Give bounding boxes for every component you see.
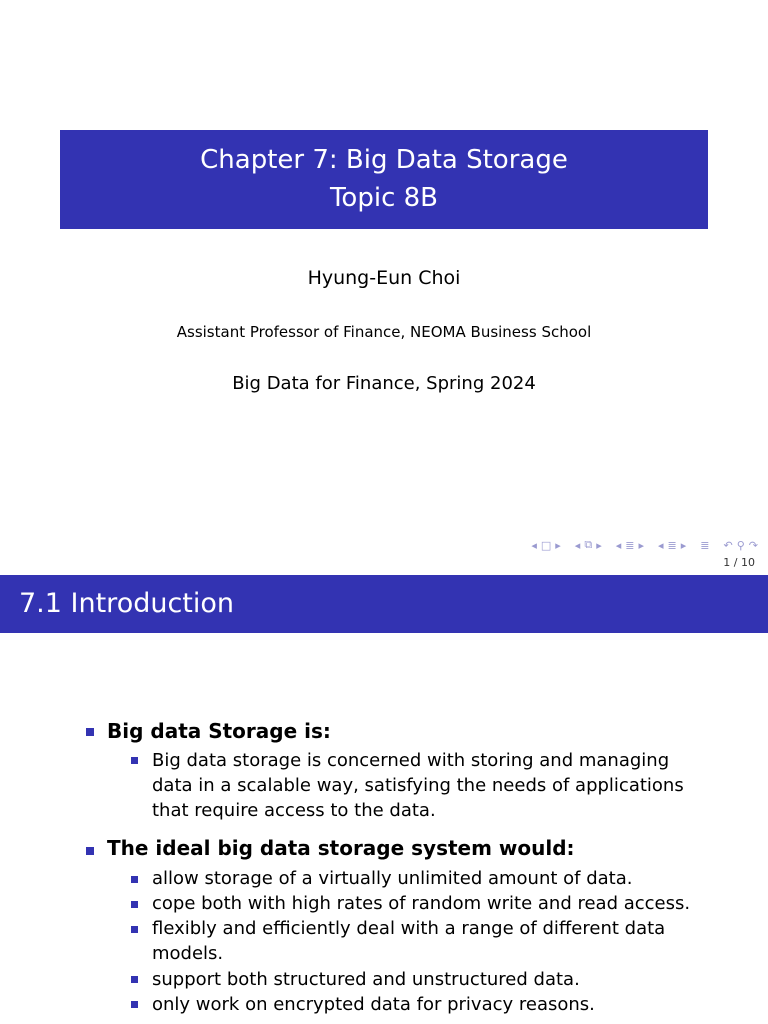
section-heading-2: The ideal big data storage system would: — [107, 836, 575, 860]
nav-section-icon[interactable]: ≣ — [625, 538, 635, 552]
nav-left-arrow-icon[interactable]: ◂ — [531, 538, 537, 552]
list-item: support both structured and unstructured data. — [152, 969, 580, 990]
bullet-square-icon — [131, 757, 138, 764]
author-institute: Assistant Professor of Finance, NEOMA Business School — [176, 323, 592, 341]
title-line-1: Chapter 7: Big Data Storage — [200, 145, 568, 175]
nav-subsection-icon[interactable]: ⧉ — [584, 538, 593, 551]
bullet-square-icon — [131, 976, 138, 983]
nav-forward-icon[interactable]: ↷ — [748, 538, 758, 552]
nav-appendix-group[interactable] — [698, 539, 711, 552]
nav-right-arrow-icon[interactable]: ▸ — [638, 538, 644, 552]
title-box — [60, 130, 708, 229]
page-number: 1 / 10 — [723, 556, 755, 569]
list-item: cope both with high rates of random write and read access. — [152, 893, 691, 914]
author-name: Hyung-Eun Choi — [307, 267, 461, 289]
nav-back-icon[interactable]: ↶ — [723, 538, 733, 552]
slide-header: 7.1 Introduction — [0, 575, 768, 633]
nav-left-arrow-icon[interactable]: ◂ — [615, 538, 622, 552]
nav-frame-icon[interactable]: □ — [540, 538, 552, 552]
nav-frame-group[interactable] — [529, 539, 562, 552]
bullet-square-icon — [86, 847, 94, 855]
nav-right-arrow-icon[interactable]: ▸ — [680, 538, 687, 552]
nav-search-icon[interactable]: ⚲ — [736, 538, 745, 552]
list-item: only work on encrypted data for privacy reasons. — [152, 994, 595, 1015]
list-item: Big data storage is concerned with storing and managing data in a scalable way, satisfying the needs of applications that require access to the data. — [152, 750, 684, 821]
nav-appendix-icon[interactable]: ≣ — [700, 538, 710, 552]
course-info: Big Data for Finance, Spring 2024 — [232, 373, 536, 394]
bullet-square-icon — [131, 926, 138, 933]
list-item: flexibly and efficiently deal with a range of different data models. — [152, 918, 666, 964]
section-heading-1: Big data Storage is: — [107, 719, 331, 743]
list-item: allow storage of a virtually unlimited amount of data. — [152, 868, 633, 889]
bullet-square-icon — [131, 1001, 138, 1008]
title-line-2: Topic 8B — [329, 183, 439, 213]
nav-tools-group[interactable] — [722, 539, 761, 552]
nav-left-arrow-icon[interactable]: ◂ — [574, 538, 581, 552]
nav-right-arrow-icon[interactable]: ▸ — [596, 538, 602, 552]
nav-document-icon[interactable]: ≣ — [667, 538, 677, 552]
bullet-square-icon — [131, 876, 138, 883]
bullet-square-icon — [131, 901, 138, 908]
nav-section-group[interactable] — [614, 539, 646, 552]
nav-document-group[interactable] — [656, 539, 688, 552]
beamer-navigation-bar — [519, 538, 760, 552]
bullet-square-icon — [86, 728, 94, 736]
nav-left-arrow-icon[interactable]: ◂ — [658, 538, 664, 552]
nav-subsection-group[interactable] — [573, 538, 604, 552]
nav-right-arrow-icon[interactable]: ▸ — [555, 538, 561, 552]
